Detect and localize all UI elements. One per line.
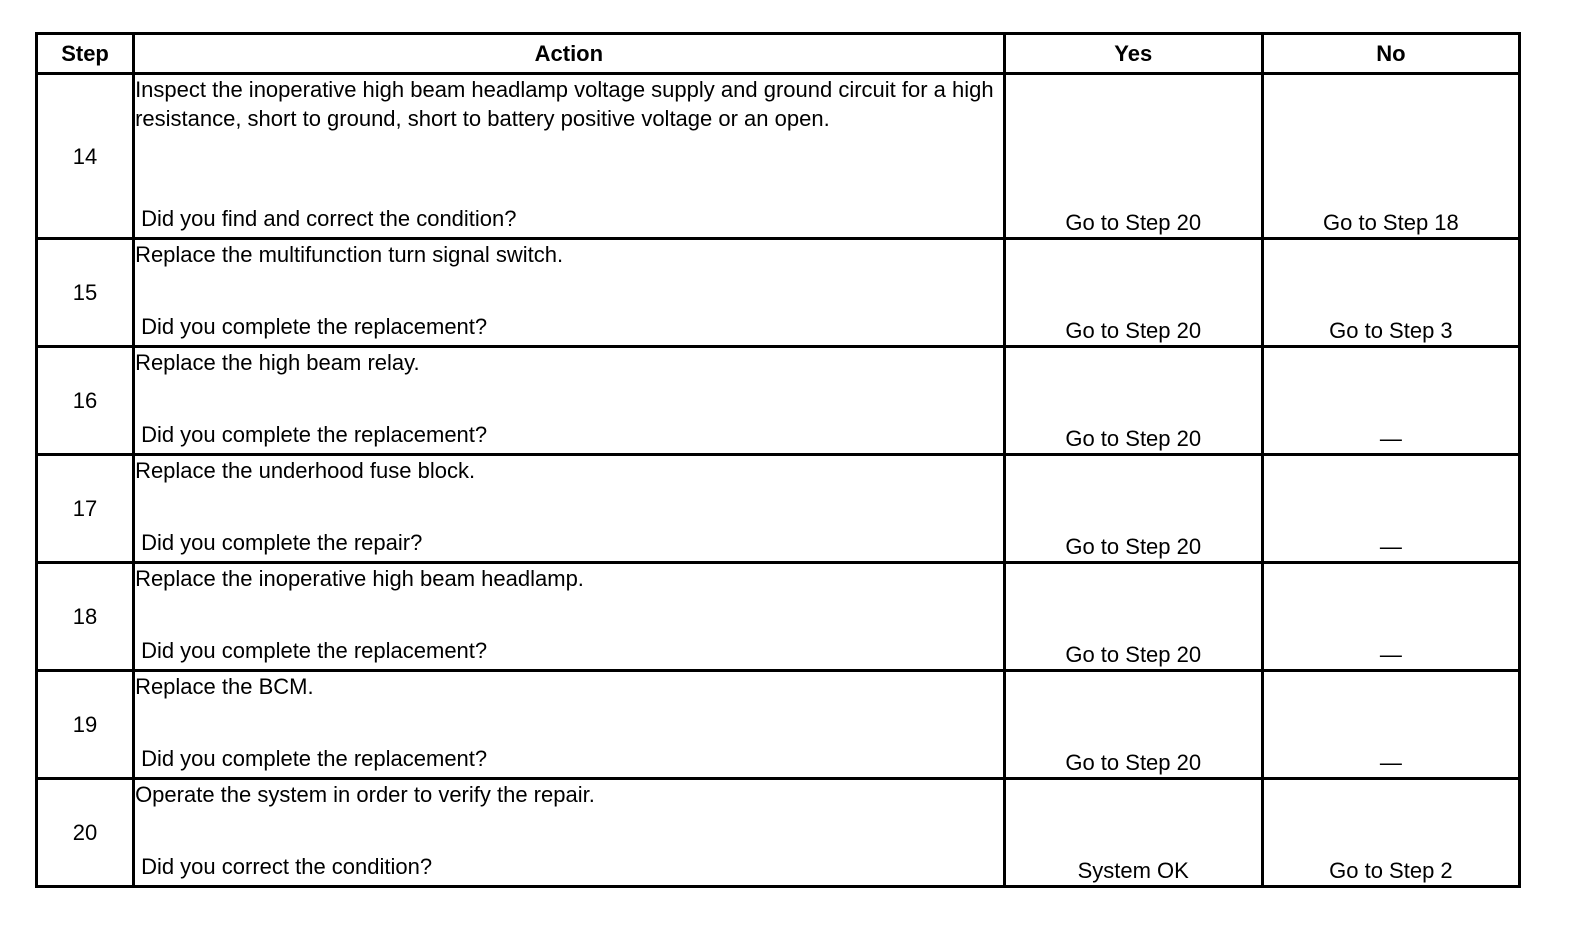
action-cell [134, 671, 1005, 779]
table-row [37, 779, 1520, 887]
no-result: Go to Step 2 [1262, 779, 1519, 887]
action-question: Did you correct the condition? [141, 854, 433, 879]
table-row [37, 671, 1520, 779]
header-step: Step [37, 34, 134, 74]
table-row [37, 239, 1520, 347]
action-question: Did you complete the replacement? [141, 422, 488, 447]
step-number: 17 [37, 455, 134, 563]
action-cell [134, 563, 1005, 671]
yes-result: Go to Step 20 [1004, 671, 1262, 779]
action-cell [134, 455, 1005, 563]
table-row [37, 74, 1520, 239]
yes-result: Go to Step 20 [1004, 563, 1262, 671]
header-row [37, 34, 1520, 74]
header-action: Action [134, 34, 1005, 74]
action-cell [134, 347, 1005, 455]
no-result: — [1262, 347, 1519, 455]
action-question: Did you complete the replacement? [141, 314, 488, 339]
yes-result: System OK [1004, 779, 1262, 887]
action-description: Operate the system in order to verify the repair. [135, 782, 595, 807]
step-number: 15 [37, 239, 134, 347]
table-row [37, 455, 1520, 563]
step-number: 18 [37, 563, 134, 671]
action-cell [134, 779, 1005, 887]
yes-result: Go to Step 20 [1004, 347, 1262, 455]
table-row [37, 563, 1520, 671]
step-number: 16 [37, 347, 134, 455]
action-description: Replace the multifunction turn signal switch. [135, 242, 564, 267]
no-result: — [1262, 563, 1519, 671]
action-description: Replace the BCM. [135, 674, 314, 699]
step-number: 14 [37, 74, 134, 239]
action-question: Did you complete the repair? [141, 530, 423, 555]
step-number: 19 [37, 671, 134, 779]
action-question: Did you complete the replacement? [141, 746, 488, 771]
action-question: Did you complete the replacement? [141, 638, 488, 663]
no-result: Go to Step 18 [1262, 74, 1519, 239]
yes-result: Go to Step 20 [1004, 239, 1262, 347]
diagnostic-table [35, 32, 1521, 888]
yes-result: Go to Step 20 [1004, 74, 1262, 239]
action-description: Replace the high beam relay. [135, 350, 420, 375]
action-description: Inspect the inoperative high beam headlamp voltage supply and ground circuit for a high resistance, short to ground, short to battery positive voltage or an open. [135, 77, 994, 131]
header-yes: Yes [1004, 34, 1262, 74]
step-number: 20 [37, 779, 134, 887]
no-result: — [1262, 671, 1519, 779]
table-row [37, 347, 1520, 455]
action-description: Replace the inoperative high beam headlamp. [135, 566, 584, 591]
action-description: Replace the underhood fuse block. [135, 458, 476, 483]
yes-result: Go to Step 20 [1004, 455, 1262, 563]
action-cell [134, 239, 1005, 347]
header-no: No [1262, 34, 1519, 74]
no-result: Go to Step 3 [1262, 239, 1519, 347]
action-question: Did you find and correct the condition? [141, 206, 517, 231]
action-cell [134, 74, 1005, 239]
no-result: — [1262, 455, 1519, 563]
